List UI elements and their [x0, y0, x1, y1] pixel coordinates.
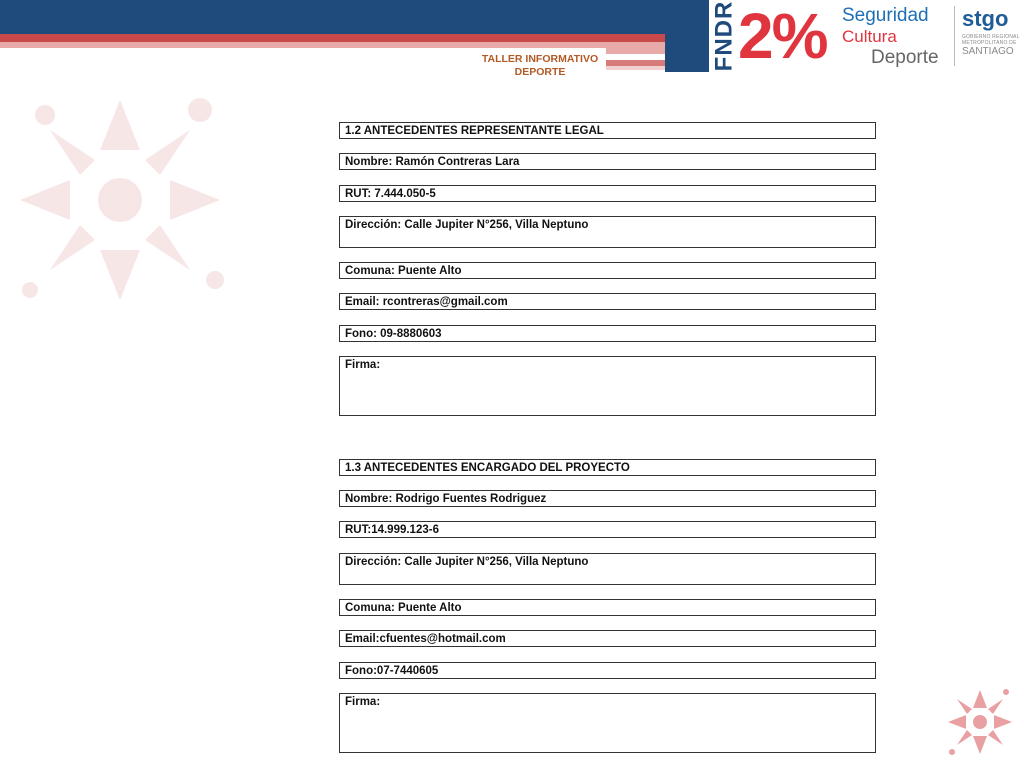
- stgo-city: SANTIAGO: [962, 46, 1014, 57]
- logo-word-seguridad: Seguridad: [842, 5, 929, 26]
- field-comuna-representante: Comuna: Puente Alto: [339, 262, 876, 279]
- field-email-encargado: Email:cfuentes@hotmail.com: [339, 630, 876, 647]
- stgo-line2: METROPOLITANO DE: [962, 40, 1017, 46]
- field-comuna-encargado: Comuna: Puente Alto: [339, 599, 876, 616]
- stgo-logo: [962, 4, 1020, 58]
- header-stripe-accent: [606, 66, 665, 70]
- fndr-text: FNDR: [710, 0, 737, 72]
- field-nombre-representante: Nombre: Ramón Contreras Lara: [339, 153, 876, 170]
- field-email-representante: Email: rcontreras@gmail.com: [339, 293, 876, 310]
- faded-emblem-watermark: [0, 80, 240, 320]
- logo-blue-bar: [665, 0, 709, 72]
- subtitle-line1: TALLER INFORMATIVO: [481, 53, 599, 65]
- logo-separator: [954, 6, 955, 66]
- field-fono-encargado: Fono:07-7440605: [339, 662, 876, 679]
- field-rut-encargado: RUT:14.999.123-6: [339, 521, 876, 538]
- corner-emblem: [940, 682, 1020, 762]
- header-stripe-accent: [606, 48, 665, 54]
- field-firma-representante: Firma:: [339, 356, 876, 416]
- header-stripe-red: [0, 34, 665, 42]
- field-nombre-encargado: Nombre: Rodrigo Fuentes Rodriguez: [339, 490, 876, 507]
- section-heading-encargado-proyecto: 1.3 ANTECEDENTES ENCARGADO DEL PROYECTO: [339, 459, 876, 476]
- field-direccion-representante: Dirección: Calle Jupiter N°256, Villa Neptuno: [339, 216, 876, 248]
- header-band: [0, 0, 665, 34]
- field-fono-representante: Fono: 09-8880603: [339, 325, 876, 342]
- logo-word-cultura: Cultura: [842, 27, 897, 46]
- percent-logo: 2%: [738, 0, 827, 72]
- section-heading-representante-legal: 1.2 ANTECEDENTES REPRESENTANTE LEGAL: [339, 122, 876, 139]
- field-firma-encargado: Firma:: [339, 693, 876, 753]
- subtitle-line2: DEPORTE: [514, 66, 566, 78]
- logo-words: [842, 5, 950, 69]
- stgo-mark: stgo: [962, 6, 1009, 31]
- field-direccion-encargado: Dirección: Calle Jupiter N°256, Villa Neptuno: [339, 553, 876, 585]
- logo-word-deporte: Deporte: [871, 47, 939, 68]
- field-rut-representante: RUT: 7.444.050-5: [339, 185, 876, 202]
- stgo-line1: GOBIERNO REGIONAL: [962, 34, 1020, 40]
